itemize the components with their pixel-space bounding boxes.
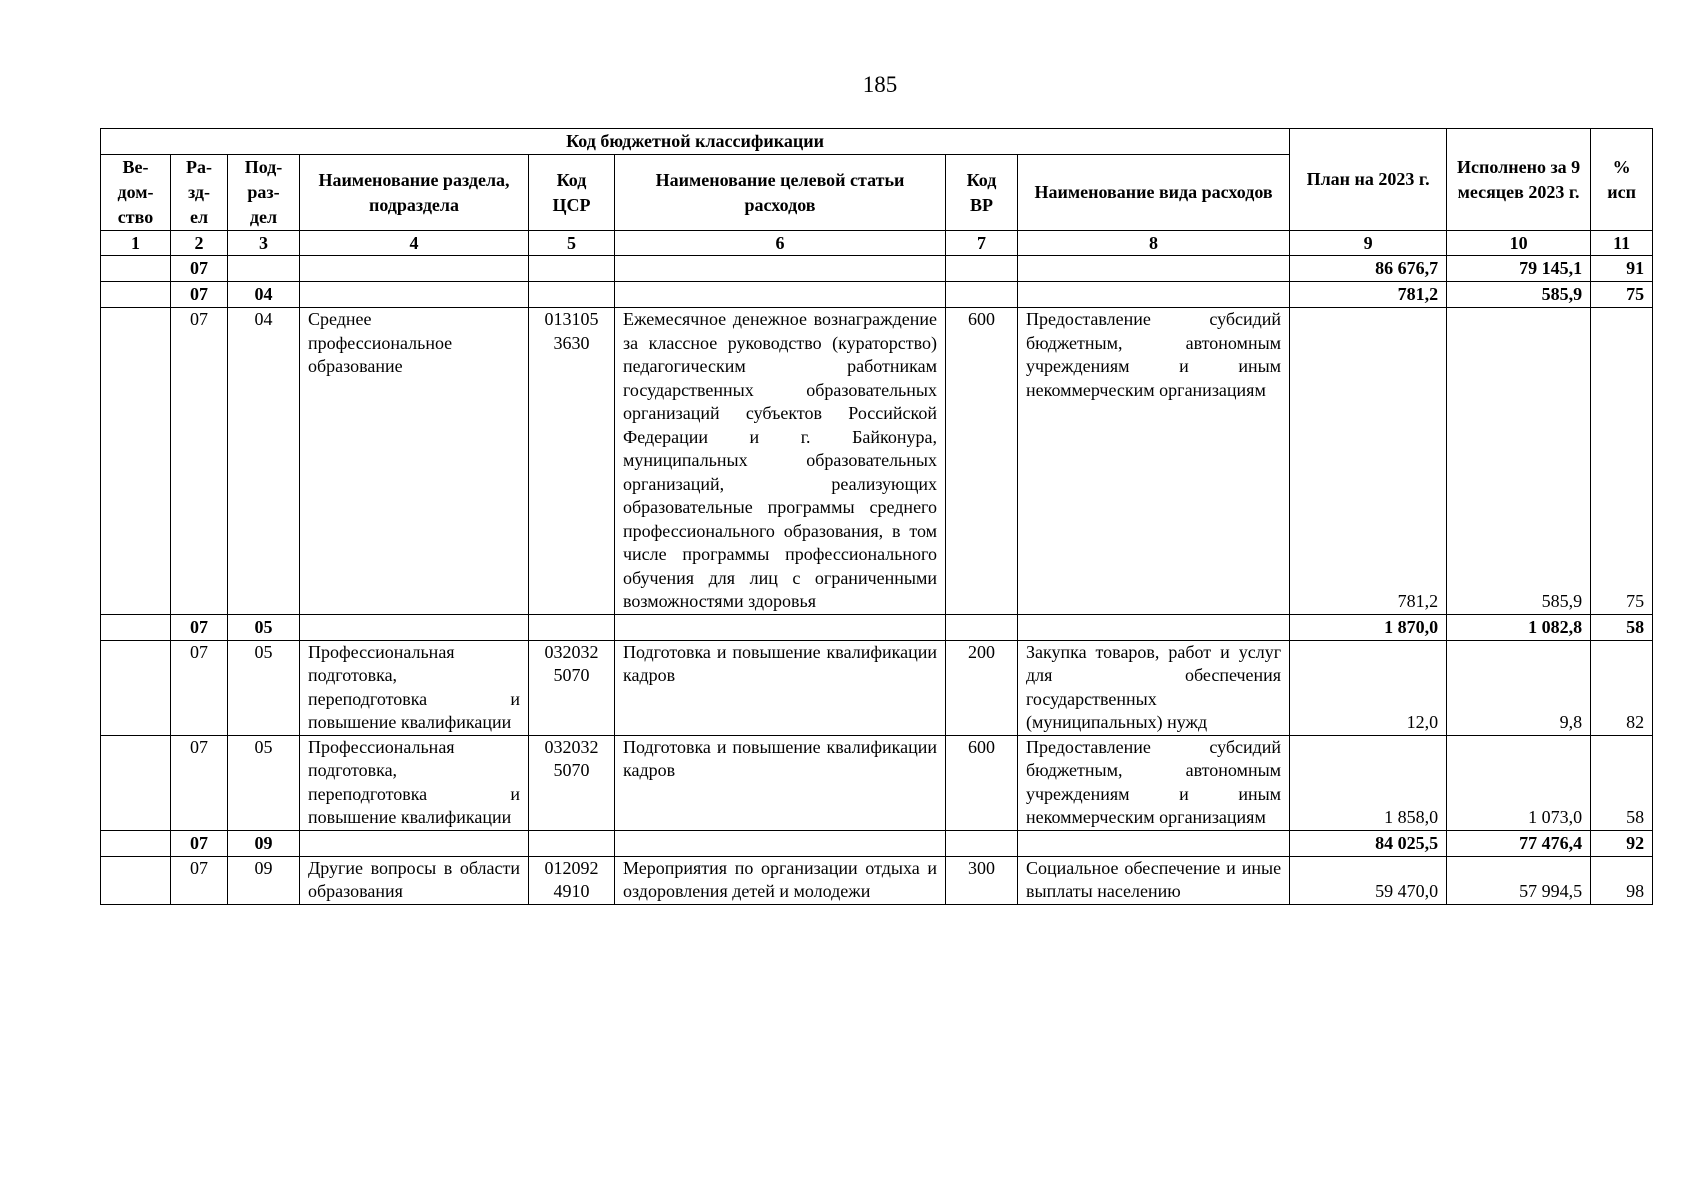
podrazdel-cell: 05 bbox=[228, 640, 300, 735]
table-row bbox=[101, 308, 1653, 615]
page-number: 185 bbox=[862, 72, 898, 97]
header-department: Ве-дом-ство bbox=[101, 155, 171, 231]
csr-cell: 013105 3630 bbox=[529, 308, 615, 615]
plan-cell: 781,2 bbox=[1290, 308, 1447, 615]
csr-cell: 032032 5070 bbox=[529, 735, 615, 830]
csr-cell: 012092 4910 bbox=[529, 856, 615, 904]
plan-cell: 84 025,5 bbox=[1290, 830, 1447, 856]
plan-cell: 1 858,0 bbox=[1290, 735, 1447, 830]
razdel-cell: 07 bbox=[171, 735, 228, 830]
header-budget-classification: Код бюджетной классификации bbox=[101, 129, 1290, 155]
podrazdel-cell: 05 bbox=[228, 735, 300, 830]
razdel-cell: 07 bbox=[171, 640, 228, 735]
percent-cell: 58 bbox=[1591, 614, 1653, 640]
percent-cell: 58 bbox=[1591, 735, 1653, 830]
column-numbers-row bbox=[101, 231, 1653, 256]
header-executed: Исполнено за 9 месяцев 2023 г. bbox=[1447, 129, 1591, 231]
section-name-cell: Другие вопросы в области образования bbox=[300, 856, 529, 904]
vr-name-cell: Социальное обеспечение и иные выплаты населению bbox=[1018, 856, 1290, 904]
budget-table bbox=[100, 128, 1653, 905]
vr-name-cell: Предоставление субсидий бюджетным, автономным учреждениям и иным некоммерческим организациям bbox=[1018, 308, 1290, 615]
column-number: 3 bbox=[228, 231, 300, 256]
column-number: 4 bbox=[300, 231, 529, 256]
fact-cell: 9,8 bbox=[1447, 640, 1591, 735]
column-number: 9 bbox=[1290, 231, 1447, 256]
column-number: 10 bbox=[1447, 231, 1591, 256]
column-number: 11 bbox=[1591, 231, 1653, 256]
table-row-total bbox=[101, 256, 1653, 282]
column-number: 6 bbox=[615, 231, 946, 256]
fact-cell: 1 073,0 bbox=[1447, 735, 1591, 830]
percent-cell: 98 bbox=[1591, 856, 1653, 904]
razdel-cell: 07 bbox=[171, 614, 228, 640]
csr-cell: 032032 5070 bbox=[529, 640, 615, 735]
podrazdel-cell: 09 bbox=[228, 830, 300, 856]
header-plan: План на 2023 г. bbox=[1290, 129, 1447, 231]
target-name-cell: Подготовка и повышение квалификации кадров bbox=[615, 640, 946, 735]
razdel-cell: 07 bbox=[171, 856, 228, 904]
target-name-cell: Подготовка и повышение квалификации кадров bbox=[615, 735, 946, 830]
fact-cell: 57 994,5 bbox=[1447, 856, 1591, 904]
percent-cell: 82 bbox=[1591, 640, 1653, 735]
column-number: 2 bbox=[171, 231, 228, 256]
fact-cell: 585,9 bbox=[1447, 308, 1591, 615]
plan-cell: 86 676,7 bbox=[1290, 256, 1447, 282]
table-row-total bbox=[101, 614, 1653, 640]
fact-cell: 77 476,4 bbox=[1447, 830, 1591, 856]
vr-name-cell: Предоставление субсидий бюджетным, автономным учреждениям и иным некоммерческим организациям bbox=[1018, 735, 1290, 830]
header-section: Ра-зд-ел bbox=[171, 155, 228, 231]
section-name-cell: Профессиональная подготовка, переподготовка и повышение квалификации bbox=[300, 640, 529, 735]
table-row-total bbox=[101, 830, 1653, 856]
vr-cell: 200 bbox=[946, 640, 1018, 735]
fact-cell: 585,9 bbox=[1447, 282, 1591, 308]
razdel-cell: 07 bbox=[171, 256, 228, 282]
percent-cell: 91 bbox=[1591, 256, 1653, 282]
table-row bbox=[101, 735, 1653, 830]
header-target-name: Наименование целевой статьи расходов bbox=[615, 155, 946, 231]
header-percent: % исп bbox=[1591, 129, 1653, 231]
section-name-cell: Профессиональная подготовка, переподготовка и повышение квалификации bbox=[300, 735, 529, 830]
target-name-cell: Мероприятия по организации отдыха и оздоровления детей и молодежи bbox=[615, 856, 946, 904]
header-subsection: Под-раз-дел bbox=[228, 155, 300, 231]
vr-cell: 600 bbox=[946, 308, 1018, 615]
podrazdel-cell bbox=[228, 256, 300, 282]
header-vr-code: Код ВР bbox=[946, 155, 1018, 231]
column-number: 1 bbox=[101, 231, 171, 256]
column-number: 8 bbox=[1018, 231, 1290, 256]
fact-cell: 79 145,1 bbox=[1447, 256, 1591, 282]
plan-cell: 1 870,0 bbox=[1290, 614, 1447, 640]
razdel-cell: 07 bbox=[171, 308, 228, 615]
podrazdel-cell: 09 bbox=[228, 856, 300, 904]
percent-cell: 92 bbox=[1591, 830, 1653, 856]
podrazdel-cell: 04 bbox=[228, 282, 300, 308]
header-vr-name: Наименование вида расходов bbox=[1018, 155, 1290, 231]
header-section-name: Наименование раздела, подраздела bbox=[300, 155, 529, 231]
podrazdel-cell: 04 bbox=[228, 308, 300, 615]
table-row bbox=[101, 856, 1653, 904]
plan-cell: 59 470,0 bbox=[1290, 856, 1447, 904]
vr-name-cell: Закупка товаров, работ и услуг для обеспечения государственных (муниципальных) нужд bbox=[1018, 640, 1290, 735]
fact-cell: 1 082,8 bbox=[1447, 614, 1591, 640]
vr-cell: 300 bbox=[946, 856, 1018, 904]
plan-cell: 12,0 bbox=[1290, 640, 1447, 735]
razdel-cell: 07 bbox=[171, 282, 228, 308]
table-row bbox=[101, 640, 1653, 735]
table-row-total bbox=[101, 282, 1653, 308]
section-name-cell: Среднее профессиональное образование bbox=[300, 308, 529, 615]
header-csr-code: Код ЦСР bbox=[529, 155, 615, 231]
percent-cell: 75 bbox=[1591, 308, 1653, 615]
razdel-cell: 07 bbox=[171, 830, 228, 856]
plan-cell: 781,2 bbox=[1290, 282, 1447, 308]
column-number: 7 bbox=[946, 231, 1018, 256]
podrazdel-cell: 05 bbox=[228, 614, 300, 640]
percent-cell: 75 bbox=[1591, 282, 1653, 308]
column-number: 5 bbox=[529, 231, 615, 256]
target-name-cell: Ежемесячное денежное вознаграждение за классное руководство (кураторство) педагогическим работникам государственных образовательных организаций субъектов Российской Федерации и г. Байконура, муниципальных образовательных организаций, реализующих образовательные программы среднего профессионального образования, в том числе программы профессионального обучения для лиц с ограниченными возможностями здоровья bbox=[615, 308, 946, 615]
vr-cell: 600 bbox=[946, 735, 1018, 830]
